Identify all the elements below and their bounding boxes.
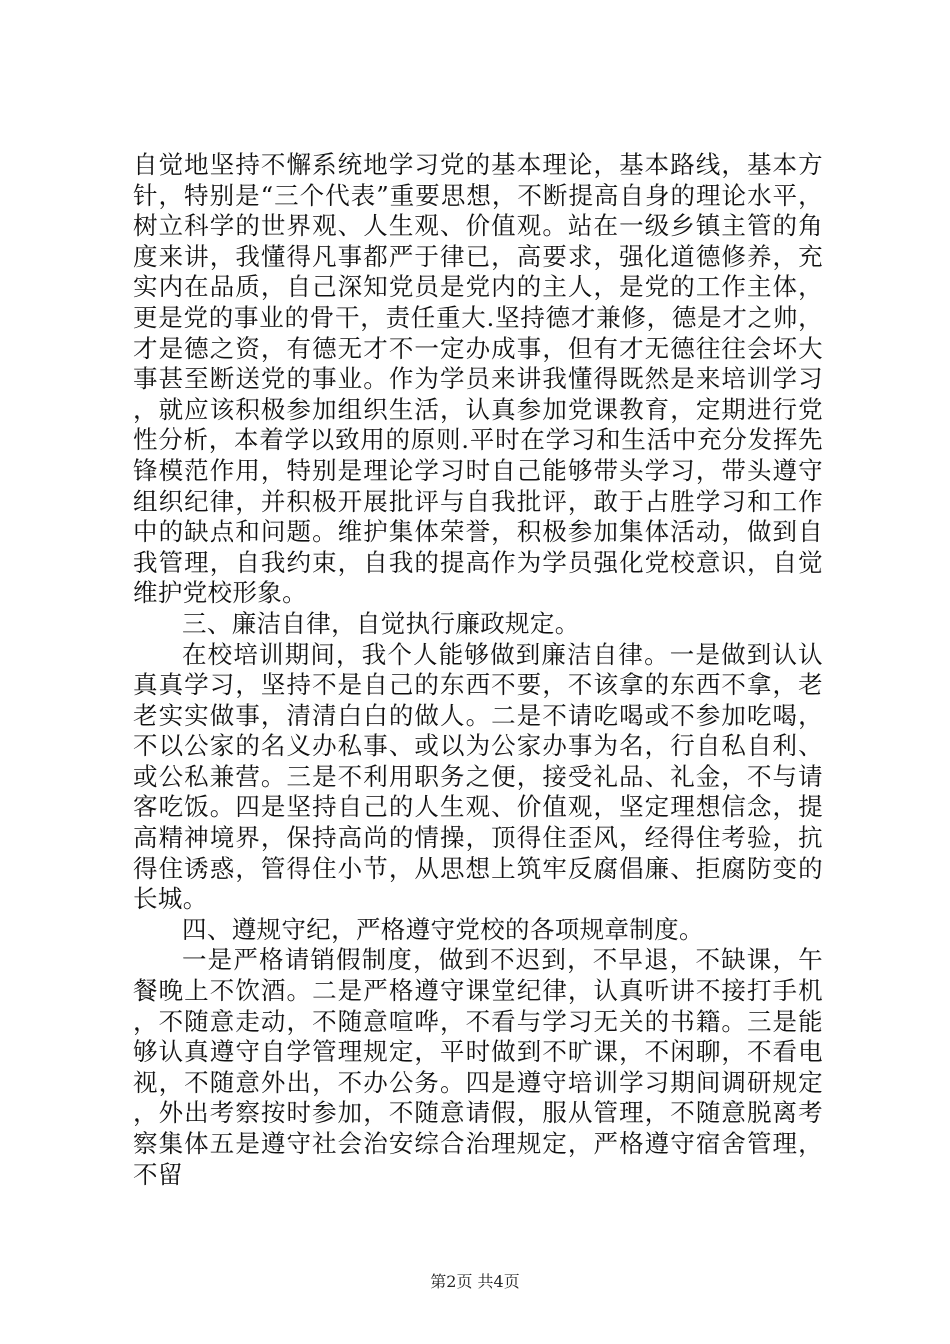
page-number-footer: 第2页 共4页 — [430, 1272, 520, 1291]
section-heading-3: 三、廉洁自律，自觉执行廉政规定。 — [182, 608, 580, 638]
body-paragraph-2: 在校培训期间，我个人能够做到廉洁自律。一是做到认认真真学习，坚持不是自己的东西不要，不该拿的东西不拿，老老实实做事，清清白白的做人。二是不请吃喝或不参加吃喝，不以公家的名义办私事、或以为公家办事为名，行自私自利、或公私兼营。三是不利用职务之便，接受礼品、礼金，不与请客吃饭。四是坚持自己的人生观、价值观，坚定理想信念，提高精神境界，保持高尚的情操，顶得住歪风，经得住考验，抗得住诱惑，管得住小节，从思想上筑牢反腐倡廉、拒腐防变的长城。 — [133, 639, 823, 914]
section-heading-4: 四、遵规守纪，严格遵守党校的各项规章制度。 — [182, 914, 704, 944]
document-body — [133, 150, 823, 1190]
body-paragraph-1: 自觉地坚持不懈系统地学习党的基本理论，基本路线，基本方针，特别是“三个代表”重要思想，不断提高自身的理论水平，树立科学的世界观、人生观、价值观。站在一级乡镇主管的角度来讲，我懂得凡事都严于律已，高要求，强化道德修养，充实内在品质，自己深知党员是党内的主人，是党的工作主体，更是党的事业的骨干，责任重大.坚持德才兼修，德是才之帅，才是德之资，有德无才不一定办成事，但有才无德往往会坏大事甚至断送党的事业。作为学员来讲我懂得既然是来培训学习，就应该积极参加组织生活，认真参加党课教育，定期进行党性分析，本着学以致用的原则.平时在学习和生活中充分发挥先锋模范作用，特别是理论学习时自己能够带头学习，带头遵守组织纪律，并积极开展批评与自我批评，敢于占胜学习和工作中的缺点和问题。维护集体荣誉，积极参加集体活动，做到自我管理，自我约束，自我的提高作为学员强化党校意识，自觉维护党校形象。 — [133, 150, 823, 608]
body-paragraph-3: 一是严格请销假制度，做到不迟到，不早退，不缺课，午餐晚上不饮酒。二是严格遵守课堂纪律，认真听讲不接打手机，不随意走动，不随意喧哗，不看与学习无关的书籍。三是能够认真遵守自学管理规定，平时做到不旷课，不闲聊，不看电视，不随意外出，不办公务。四是遵守培训学习期间调研规定，外出考察按时参加，不随意请假，服从管理，不随意脱离考察集体五是遵守社会治安综合治理规定，严格遵守宿舍管理，不留 — [133, 945, 823, 1189]
